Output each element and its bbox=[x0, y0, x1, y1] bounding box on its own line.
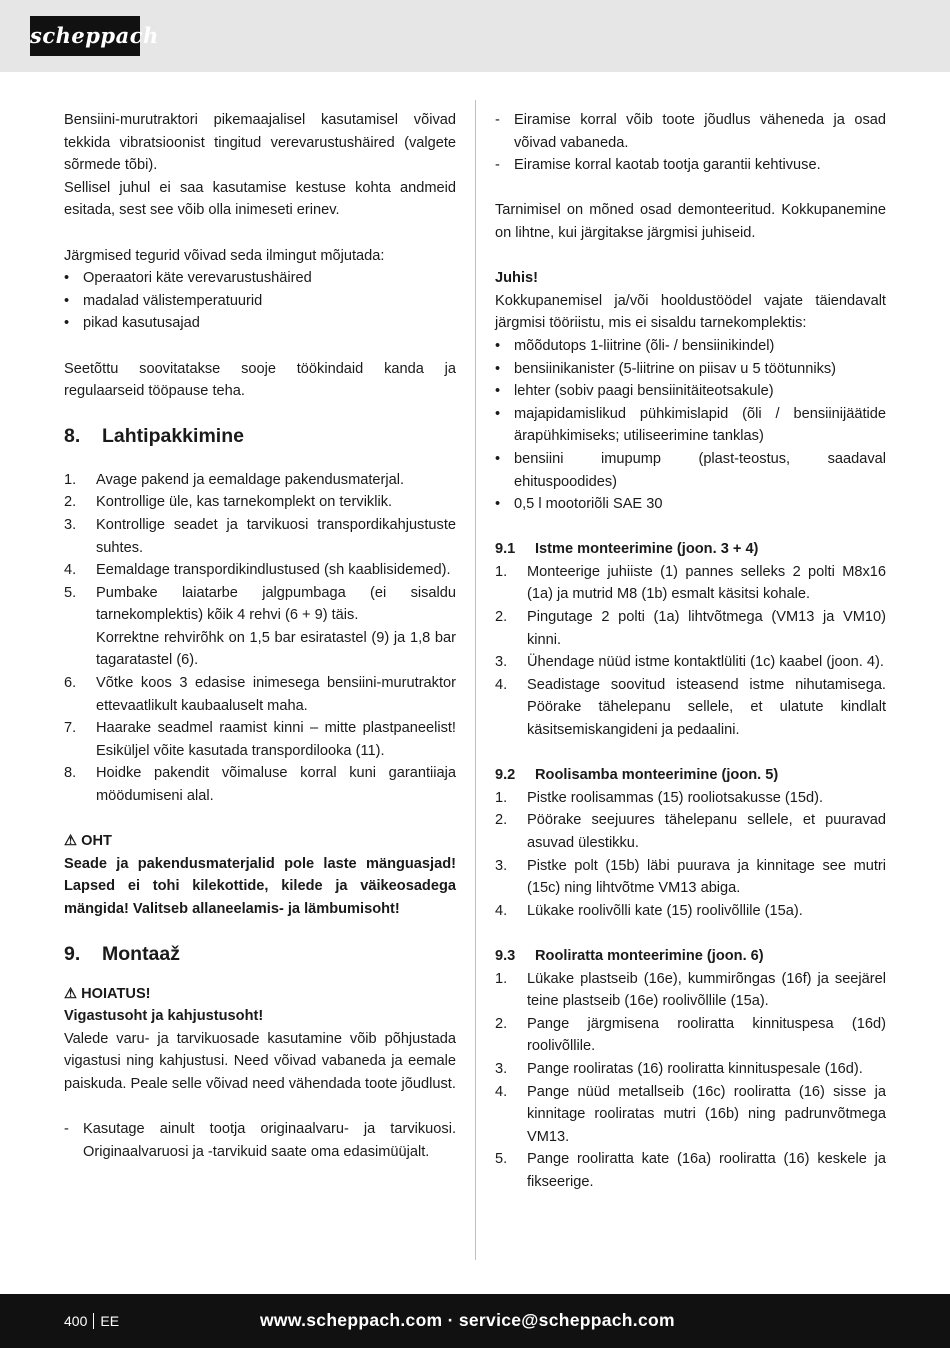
language-code: EE bbox=[100, 1313, 120, 1329]
steering-wheel-steps bbox=[495, 968, 886, 1194]
page-info bbox=[64, 1311, 119, 1331]
spare-parts-list bbox=[64, 1118, 456, 1163]
list-item: 6. Võtke koos 3 edasise inimesega bensiini-murutraktor ettevaatlikult kaubaaluselt maha. bbox=[64, 675, 456, 714]
list-item: 5. Pumbake laiatarbe jalgpumbaga (ei sisaldu tarnekomplektis) kõik 4 rehvi (6 + 9) täis. Korrektne rehvirõhk on 1,5 bar esiratastel (9) ja 1,8 bar tagaratastel (6). bbox=[64, 584, 456, 669]
list-item: 8. Hoidke pakendit võimaluse korral kuni garantiiaja möödumiseni alal. bbox=[64, 765, 456, 805]
unpacking-steps bbox=[64, 469, 456, 808]
list-item: 4. Lükake roolivõlli kate (15) roolivõllile (15a). bbox=[495, 902, 803, 919]
subsection-heading-9-3: 9.3 Rooliratta monteerimine (joon. 6) bbox=[495, 947, 764, 964]
list-item: - Eiramise korral võib toote jõudlus väheneda ja osad võivad vabaneda. bbox=[495, 109, 886, 154]
list-item: 3. Kontrollige seadet ja tarvikuosi transpordikahjustuste suhtes. bbox=[64, 516, 456, 556]
list-item: 2. Pingutage 2 polti (1a) lihtvõtmega (VM13 ja VM10) kinni. bbox=[495, 609, 886, 648]
factors-list bbox=[64, 267, 456, 335]
list-item: - Eiramise korral kaotab tootja garantii kehtivuse. bbox=[495, 154, 886, 177]
list-item: 1. Monteerige juhiiste (1) pannes selleks 2 polti M8x16 (1a) ja mutrid M8 (1b) esmalt käsitsi kohale. bbox=[495, 563, 886, 603]
note-label: Juhis! bbox=[495, 270, 538, 287]
intro-paragraph: Sellisel juhul ei saa kasutamise kestuse kohta andmeid esitada, sest see võib olla inimeseti erinev. bbox=[64, 179, 456, 219]
left-column bbox=[64, 109, 456, 1163]
page-footer bbox=[0, 1294, 950, 1348]
page-number: 400 bbox=[64, 1313, 88, 1329]
list-item: 1. Lükake plastseib (16e), kummirõngas (16f) ja seejärel teine plastseib (16e) roolivõllile (15a). bbox=[495, 970, 886, 1010]
list-item: • madalad välistemperatuurid bbox=[64, 290, 456, 313]
danger-heading: ⚠ OHT bbox=[64, 830, 456, 853]
list-item: • majapidamislikud pühkimislapid (õli / bensiinijäätide ärapühkimiseks; utiliseerimine tanklas) bbox=[495, 403, 886, 448]
section-heading-8: 8. Lahtipakkimine bbox=[64, 424, 244, 447]
list-item: 4. Eemaldage transpordikindlustused (sh kaablisidemed). bbox=[64, 562, 451, 579]
warning-subtitle: Vigastusoht ja kahjustusoht! bbox=[64, 1008, 264, 1025]
advice-paragraph: Seetõttu soovitatakse sooje töökindaid kanda ja regulaarseid tööpause teha. bbox=[64, 360, 456, 400]
delivery-paragraph: Tarnimisel on mõned osad demonteeritud. Kokkupanemine on lihtne, kui järgitakse järgmisi juhiseid. bbox=[495, 202, 886, 241]
list-item: • bensiinikanister (5-liitrine on piisav u 5 töötunniks) bbox=[495, 358, 886, 381]
right-column bbox=[495, 109, 886, 1194]
list-item: 7. Haarake seadmel raamist kinni – mitte plastpaneelist! Esiküljel võite kasutada transpordilooka (11). bbox=[64, 720, 456, 759]
list-item: 2. Kontrollige üle, kas tarnekomplekt on terviklik. bbox=[64, 494, 393, 511]
footer-website: www.scheppach.com · service@scheppach.com bbox=[260, 1310, 675, 1330]
list-item: 4. Seadistage soovitud isteasend istme nihutamisega. Pöörake tähelepanu sellele, et ulatute kindlalt käsitsemiskangideni ja pedaalini. bbox=[495, 676, 886, 739]
list-item: 1. Avage pakend ja eemaldage pakendusmaterjal. bbox=[64, 471, 405, 488]
list-item: 2. Pange järgmisena rooliratta kinnituspesa (16d) roolivõllile. bbox=[495, 1015, 886, 1055]
list-item: 2. Pöörake seejuures tähelepanu sellele, et puuravad asuvad ülestikku. bbox=[495, 812, 886, 851]
danger-text: Seade ja pakendusmaterjalid pole laste mänguasjad! Lapsed ei tohi kilekottide, kilede ja väikeosadega mängida! Valitseb allaneelamis- ja lämbumisoht! bbox=[64, 855, 456, 917]
section-heading-9: 9. Montaaž bbox=[64, 942, 180, 965]
list-item: 3. Ühendage nüüd istme kontaktlüliti (1c) kaabel (joon. 4). bbox=[495, 654, 884, 671]
warning-triangle-icon: ⚠ bbox=[64, 833, 78, 850]
page-header bbox=[0, 0, 950, 72]
list-item: 3. Pange rooliratas (16) rooliratta kinnituspesale (16d). bbox=[495, 1060, 863, 1077]
list-item: • bensiini imupump (plast-teostus, saadaval ehituspoodides) bbox=[495, 448, 886, 493]
intro-paragraph: Bensiini-murutraktori pikemaajalisel kasutamisel võivad tekkida vibratsioonist tingitud verevarustushäired (valgete sõrmede tõbi). bbox=[64, 112, 456, 174]
warning-heading: ⚠ HOIATUS! bbox=[64, 983, 456, 1006]
warning-triangle-icon: ⚠ bbox=[64, 985, 78, 1002]
list-item: - Kasutage ainult tootja originaalvaru- ja tarvikuosi. Originaalvaruosi ja -tarvikuid saate oma edasimüüjalt. bbox=[64, 1118, 456, 1163]
footer-separator bbox=[93, 1313, 94, 1329]
steering-column-steps bbox=[495, 787, 886, 923]
subsection-heading-9-1: 9.1 Istme monteerimine (joon. 3 + 4) bbox=[495, 541, 759, 558]
consequence-list bbox=[495, 109, 886, 177]
list-item: 4. Pange nüüd metallseib (16c) rooliratta (16) sisse ja kinnitage rooliratas mutri (16b) ning padrunvõtmega VM13. bbox=[495, 1083, 886, 1145]
seat-steps bbox=[495, 561, 886, 742]
list-item: 5. Pange rooliratta kate (16a) rooliratta (16) keskele ja fikseerige. bbox=[495, 1151, 886, 1190]
factors-title: Järgmised tegurid võivad seda ilmingut mõjutada: bbox=[64, 247, 385, 264]
tools-list bbox=[495, 335, 886, 516]
list-item: • 0,5 l mootoriõli SAE 30 bbox=[495, 493, 886, 516]
column-divider bbox=[475, 100, 476, 1260]
list-item: • pikad kasutusajad bbox=[64, 312, 456, 335]
list-item: 1. Pistke roolisammas (15) rooliotsakusse (15d). bbox=[495, 789, 824, 806]
subsection-heading-9-2: 9.2 Roolisamba monteerimine (joon. 5) bbox=[495, 767, 779, 784]
scheppach-logo: scheppach bbox=[30, 16, 140, 56]
list-item: 3. Pistke polt (15b) läbi puurava ja kinnitage see mutri (15c) ning lihtvõtme VM13 abiga. bbox=[495, 857, 886, 897]
note-text: Kokkupanemisel ja/või hooldustöödel vajate täiendavalt järgmisi tööriistu, mis ei sisaldu tarnekomplektis: bbox=[495, 292, 886, 332]
list-item: • lehter (sobiv paagi bensiinitäiteotsakule) bbox=[495, 380, 886, 403]
warning-text: Valede varu- ja tarvikuosade kasutamine võib põhjustada vigastusi ning kahjustusi. Need võivad vabaneda ja eemale paiskuda. Peale selle võivad need vähendada toote jõudlust. bbox=[64, 1030, 456, 1092]
list-item: • Operaatori käte verevarustushäired bbox=[64, 267, 456, 290]
list-item: • mõõdutops 1-liitrine (õli- / bensiinikindel) bbox=[495, 335, 886, 358]
